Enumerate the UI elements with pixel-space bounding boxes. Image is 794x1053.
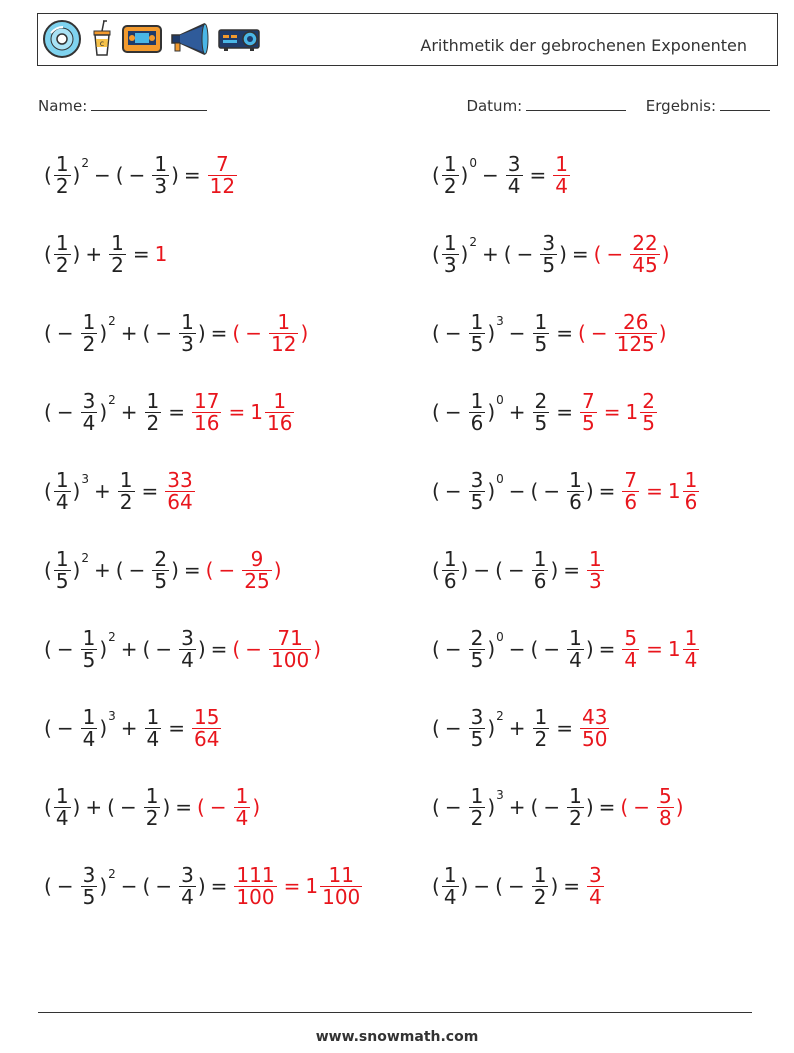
fraction: $\frac{1}{2}$ — [534, 704, 548, 751]
answer: $\frac{7}{5}$ = 1 $\frac{2}{5}$ — [582, 388, 655, 435]
problem-item — [44, 460, 197, 522]
problem-item — [432, 697, 611, 759]
fraction: $\frac{3}{4}$ — [181, 862, 194, 909]
fraction: $\frac{111}{100}$ — [236, 862, 275, 909]
problem-item — [44, 855, 364, 917]
fraction: $\frac{1}{4}$ — [569, 625, 582, 672]
fraction: $\frac{1}{4}$ — [555, 151, 568, 198]
fraction: $\frac{1}{2}$ — [443, 151, 457, 198]
problem-item — [44, 381, 296, 443]
problem-item — [432, 776, 684, 838]
problem-expression: ( $\frac{1}{4}$ ) 3 + $\frac{1}{2}$ = — [44, 467, 159, 514]
header-icons — [42, 20, 262, 62]
problem-item — [432, 144, 572, 206]
fraction: $\frac{1}{2}$ — [533, 862, 547, 909]
fraction: $\frac{1}{4}$ — [235, 783, 249, 830]
fraction: $\frac{1}{2}$ — [82, 309, 96, 356]
name-blank[interactable] — [91, 95, 207, 111]
problem-expression: ( $\frac{1}{2}$ ) + $\frac{1}{2}$ = — [44, 230, 150, 277]
fraction: $\frac{7}{12}$ — [209, 151, 236, 198]
projector-icon — [218, 26, 262, 56]
problem-item — [432, 539, 606, 601]
fraction: $\frac{1}{6}$ — [443, 546, 457, 593]
megaphone-icon — [170, 22, 210, 60]
answer: ( − $\frac{1}{4}$ ) — [197, 783, 261, 830]
header-box — [37, 13, 778, 66]
problem-item — [432, 460, 701, 522]
fraction: $\frac{1}{4}$ — [146, 704, 160, 751]
answer — [551, 151, 572, 198]
date-label: Datum: — [466, 97, 523, 115]
result-blank[interactable] — [720, 95, 770, 111]
fraction: $\frac{3}{5}$ — [470, 704, 484, 751]
fraction: $\frac{43}{50}$ — [582, 704, 608, 751]
fraction: $\frac{1}{3}$ — [154, 151, 168, 198]
answer — [578, 704, 611, 751]
fraction: $\frac{1}{2}$ — [145, 783, 159, 830]
problem-item — [44, 302, 308, 364]
fraction: $\frac{71}{100}$ — [271, 625, 310, 672]
problem-expression: ( − $\frac{1}{6}$ ) 0 + $\frac{2}{5}$ = — [432, 388, 574, 435]
fraction: $\frac{2}{5}$ — [154, 546, 168, 593]
name-field — [38, 95, 207, 115]
fraction: $\frac{33}{64}$ — [167, 467, 193, 514]
fraction: $\frac{1}{2}$ — [119, 467, 133, 514]
cd-icon — [42, 19, 82, 63]
fraction: $\frac{1}{2}$ — [55, 230, 69, 277]
fraction: $\frac{3}{4}$ — [507, 151, 521, 198]
problem-item — [44, 697, 223, 759]
fraction: $\frac{1}{2}$ — [55, 151, 69, 198]
fraction: $\frac{1}{6}$ — [470, 388, 484, 435]
fraction: $\frac{3}{4}$ — [82, 388, 96, 435]
problem-item — [432, 618, 701, 680]
answer: ( − $\frac{71}{100}$ ) — [232, 625, 321, 672]
answer: $\frac{111}{100}$ = 1 $\frac{11}{100}$ — [236, 862, 361, 909]
problem-item — [44, 539, 282, 601]
answer: ( − $\frac{5}{8}$ ) — [620, 783, 684, 830]
vhs-tape-icon — [122, 25, 162, 57]
fraction: $\frac{7}{6}$ — [624, 467, 638, 514]
fraction: $\frac{1}{3}$ — [443, 230, 457, 277]
fraction: $\frac{1}{2}$ — [111, 230, 124, 277]
problem-item — [44, 223, 167, 285]
worksheet-title: Arithmetik der gebrochenen Exponenten — [420, 36, 747, 55]
fraction: $\frac{5}{8}$ — [659, 783, 672, 830]
fraction: $\frac{1}{5}$ — [82, 625, 96, 672]
fraction: $\frac{1}{2}$ — [569, 783, 582, 830]
problem-expression: ( − $\frac{1}{5}$ ) 2 + ( − $\frac{3}{4}$ ) = — [44, 625, 228, 672]
problem-item — [432, 855, 606, 917]
problem-expression: ( $\frac{1}{4}$ ) + ( − $\frac{1}{2}$ ) = — [44, 783, 193, 830]
problem-item — [44, 776, 260, 838]
fraction: $\frac{1}{3}$ — [181, 309, 194, 356]
footer-divider — [38, 1012, 752, 1013]
svg-text:c: c — [99, 39, 105, 48]
date-blank[interactable] — [526, 95, 626, 111]
problem-item — [432, 302, 667, 364]
answer: $\frac{7}{6}$ = 1 $\frac{1}{6}$ — [624, 467, 698, 514]
problem-item — [44, 144, 239, 206]
fraction: $\frac{7}{5}$ — [582, 388, 595, 435]
fraction: $\frac{1}{4}$ — [684, 625, 698, 672]
date-result-fields — [466, 95, 770, 115]
problem-expression: ( − $\frac{1}{2}$ ) 3 + ( − $\frac{1}{2}$ ) = — [432, 783, 616, 830]
problem-expression: ( $\frac{1}{3}$ ) 2 + ( − $\frac{3}{5}$ ) = — [432, 230, 589, 277]
answer: ( − $\frac{1}{12}$ ) — [232, 309, 309, 356]
fraction: $\frac{1}{12}$ — [271, 309, 297, 356]
fraction: $\frac{1}{4}$ — [82, 704, 96, 751]
fraction: $\frac{17}{16}$ — [194, 388, 220, 435]
problem-expression: ( − $\frac{3}{5}$ ) 2 − ( − $\frac{3}{4}$ ) = — [44, 862, 228, 909]
problem-expression: ( − $\frac{3}{5}$ ) 2 + $\frac{1}{2}$ = — [432, 704, 574, 751]
answer — [190, 704, 223, 751]
problem-expression: ( $\frac{1}{6}$ ) − ( − $\frac{1}{6}$ ) = — [432, 546, 581, 593]
fraction: $\frac{1}{4}$ — [55, 783, 69, 830]
fraction: $\frac{1}{5}$ — [55, 546, 69, 593]
fraction: $\frac{1}{16}$ — [266, 388, 293, 435]
fraction: $\frac{1}{2}$ — [146, 388, 160, 435]
fraction: $\frac{1}{4}$ — [55, 467, 69, 514]
answer: ( − $\frac{9}{25}$ ) — [205, 546, 282, 593]
fraction: $\frac{5}{4}$ — [624, 625, 638, 672]
problem-item — [44, 618, 321, 680]
footer-url: www.snowmath.com — [315, 1029, 479, 1045]
fraction: $\frac{1}{5}$ — [534, 309, 548, 356]
problem-item — [432, 381, 659, 443]
fraction: $\frac{1}{6}$ — [533, 546, 547, 593]
fraction: $\frac{3}{5}$ — [542, 230, 556, 277]
fraction: $\frac{11}{100}$ — [322, 862, 361, 909]
fraction: $\frac{3}{4}$ — [181, 625, 194, 672]
fraction: $\frac{22}{45}$ — [632, 230, 658, 277]
problem-expression: ( − $\frac{2}{5}$ ) 0 − ( − $\frac{1}{4}$ ) = — [432, 625, 616, 672]
fraction: $\frac{3}{4}$ — [589, 862, 602, 909]
fraction: $\frac{1}{5}$ — [470, 309, 484, 356]
problem-expression: ( − $\frac{3}{4}$ ) 2 + $\frac{1}{2}$ = — [44, 388, 186, 435]
answer: 1 — [154, 242, 168, 266]
result-label: Ergebnis: — [645, 97, 716, 115]
answer: $\frac{17}{16}$ = 1 $\frac{1}{16}$ — [194, 388, 293, 435]
answer — [585, 862, 606, 909]
answer — [206, 151, 239, 198]
problem-expression: ( $\frac{1}{5}$ ) 2 + ( − $\frac{2}{5}$ ) = — [44, 546, 201, 593]
fraction: $\frac{3}{5}$ — [470, 467, 484, 514]
fraction: $\frac{9}{25}$ — [244, 546, 270, 593]
problem-expression: ( $\frac{1}{2}$ ) 2 − ( − $\frac{1}{3}$ ) = — [44, 151, 201, 198]
fraction: $\frac{3}{5}$ — [82, 862, 96, 909]
fraction: $\frac{1}{2}$ — [470, 783, 484, 830]
problem-expression: ( − $\frac{3}{5}$ ) 0 − ( − $\frac{1}{6}$ ) = — [432, 467, 616, 514]
fraction: $\frac{26}{125}$ — [616, 309, 655, 356]
fraction: $\frac{15}{64}$ — [194, 704, 220, 751]
problem-expression: ( − $\frac{1}{5}$ ) 3 − $\frac{1}{5}$ = — [432, 309, 574, 356]
problem-expression: ( $\frac{1}{2}$ ) 0 − $\frac{3}{4}$ = — [432, 151, 547, 198]
problem-expression: ( − $\frac{1}{4}$ ) 3 + $\frac{1}{4}$ = — [44, 704, 186, 751]
problem-expression: ( − $\frac{1}{2}$ ) 2 + ( − $\frac{1}{3}$ ) = — [44, 309, 228, 356]
answer: ( − $\frac{22}{45}$ ) — [593, 230, 670, 277]
fraction: $\frac{2}{5}$ — [534, 388, 548, 435]
fraction: $\frac{1}{4}$ — [443, 862, 457, 909]
fraction: $\frac{1}{6}$ — [684, 467, 698, 514]
answer — [163, 467, 196, 514]
fraction: $\frac{2}{5}$ — [642, 388, 655, 435]
answer: ( − $\frac{26}{125}$ ) — [578, 309, 667, 356]
fraction: $\frac{1}{3}$ — [589, 546, 602, 593]
name-label: Name: — [38, 97, 88, 115]
answer — [585, 546, 606, 593]
drink-cup-icon — [90, 19, 114, 63]
answer: $\frac{5}{4}$ = 1 $\frac{1}{4}$ — [624, 625, 698, 672]
problem-expression: ( $\frac{1}{4}$ ) − ( − $\frac{1}{2}$ ) = — [432, 862, 581, 909]
problem-item — [432, 223, 670, 285]
fraction: $\frac{1}{6}$ — [569, 467, 582, 514]
fraction: $\frac{2}{5}$ — [470, 625, 484, 672]
